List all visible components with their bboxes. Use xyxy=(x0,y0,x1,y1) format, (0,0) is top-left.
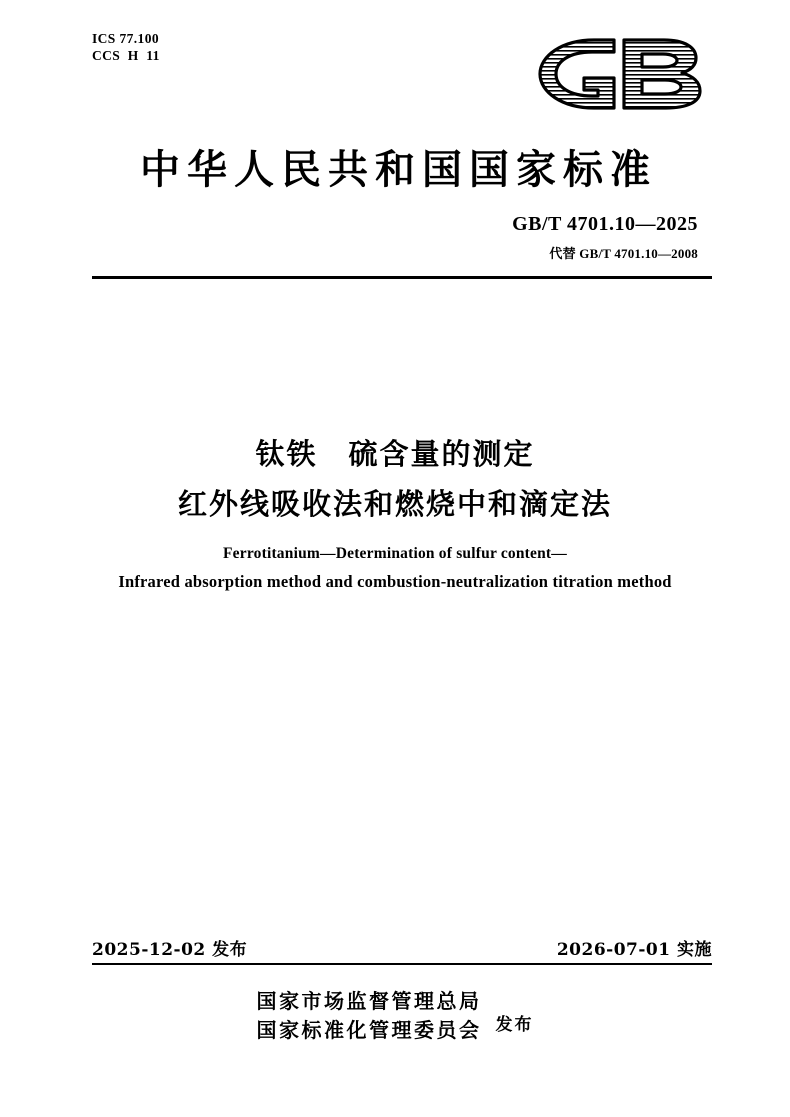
gb-logo-icon xyxy=(532,34,712,114)
issue-date: 2025-12-02 发布 xyxy=(92,940,248,960)
replaced-standard: 代替 GB/T 4701.10—2008 xyxy=(549,246,698,261)
document-title-en-line1: Ferrotitanium—Determination of sulfur content— xyxy=(223,545,567,562)
document-title-cn-line1: 钛铁 硫含量的测定 xyxy=(255,437,535,471)
footer-divider xyxy=(92,963,712,965)
issuer-line-1: 国家市场监督管理总局 xyxy=(256,989,482,1013)
document-title-en-line2: Infrared absorption method and combustion-neutralization titration method xyxy=(118,572,672,591)
ccs-code: CCS H 11 xyxy=(92,48,160,64)
effective-date: 2026-07-01 实施 xyxy=(556,940,712,960)
issuing-authority xyxy=(0,987,790,1045)
issue-verb: 发布 xyxy=(495,1014,534,1035)
ics-code: ICS 77.100 xyxy=(92,31,160,46)
document-title-cn-line2: 红外线吸收法和燃烧中和滴定法 xyxy=(177,487,612,521)
issuer-line-2: 国家标准化管理委员会 xyxy=(256,1018,482,1042)
standard-number: GB/T 4701.10—2025 xyxy=(512,213,698,235)
issuer-names xyxy=(257,987,482,1045)
page-title: 中华人民共和国国家标准 xyxy=(140,146,657,193)
classification-codes xyxy=(92,30,160,65)
header-divider xyxy=(92,276,712,279)
